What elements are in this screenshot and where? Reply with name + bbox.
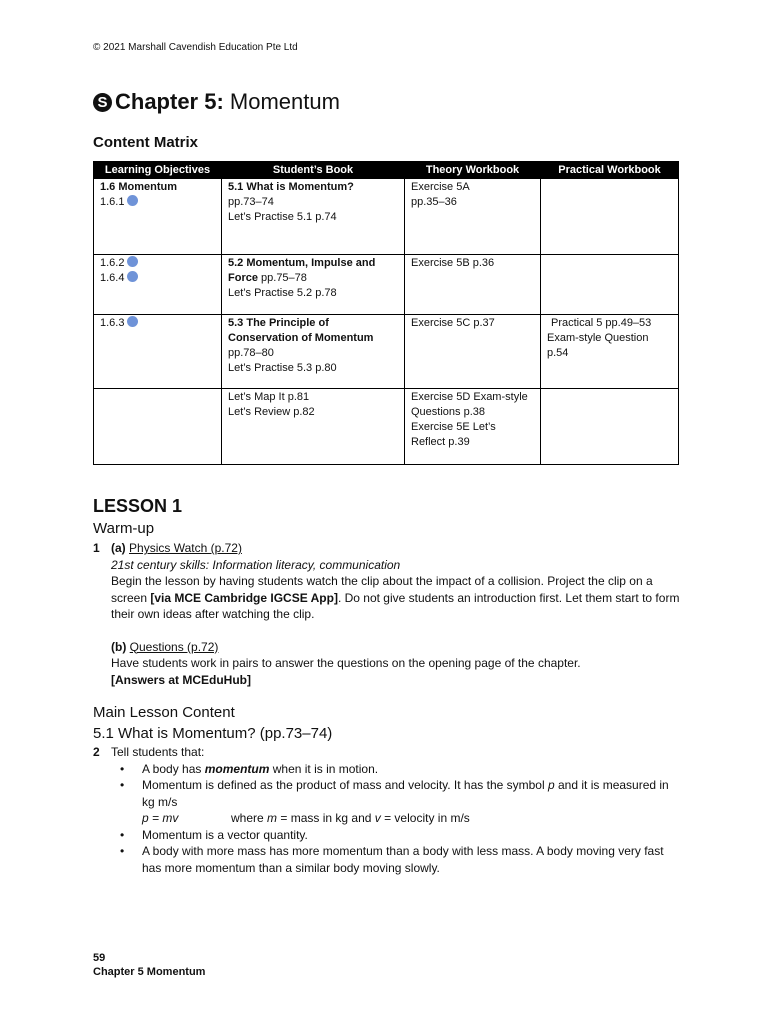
blue-dot-icon bbox=[127, 316, 138, 327]
students-book-cell bbox=[222, 315, 405, 389]
blue-dot-icon bbox=[127, 271, 138, 282]
objective-code: 1.6.1 bbox=[100, 196, 125, 208]
chapter-title bbox=[93, 89, 340, 115]
practical-workbook-cell bbox=[541, 389, 679, 465]
warmup-heading: Warm-up bbox=[93, 520, 155, 537]
questions-line bbox=[111, 639, 681, 656]
page-number: 59 bbox=[93, 952, 106, 964]
theory-workbook-cell bbox=[405, 315, 541, 389]
chapter-logo-icon: S bbox=[93, 93, 112, 112]
practical-workbook-cell bbox=[541, 255, 679, 315]
section-title: Force bbox=[228, 272, 258, 284]
objective-code: 1.6.3 bbox=[100, 317, 125, 329]
list-item: • A body has momentum when it is in motion. bbox=[120, 761, 379, 776]
footer-chapter-label: Chapter 5 Momentum bbox=[93, 966, 206, 978]
theory-workbook-cell bbox=[405, 255, 541, 315]
section-title: 5.2 Momentum, Impulse and bbox=[228, 257, 376, 269]
objectives-cell bbox=[94, 389, 222, 465]
practical-workbook-cell bbox=[541, 315, 679, 389]
app-reference: [via MCE Cambridge IGCSE App] bbox=[150, 590, 338, 605]
book-pages: pp.73–74 bbox=[228, 196, 274, 208]
book-pages: pp.78–80 bbox=[228, 347, 274, 359]
table-row bbox=[94, 389, 679, 465]
skills-line: 21st century skills: Information literacy, communication bbox=[111, 557, 401, 572]
questions-link[interactable]: Questions (p.72) bbox=[129, 639, 219, 654]
objectives-cell bbox=[94, 315, 222, 389]
theory-workbook-cell bbox=[405, 389, 541, 465]
column-header-practical-workbook: Practical Workbook bbox=[541, 162, 679, 179]
item-number: 1 bbox=[93, 541, 100, 555]
theory-entry: Questions p.38 bbox=[411, 406, 485, 418]
theory-entry: Exercise 5C p.37 bbox=[411, 317, 495, 329]
momentum-term: momentum bbox=[204, 761, 270, 776]
list-item: • Momentum is a vector quantity. bbox=[120, 827, 308, 842]
main-lesson-heading: Main Lesson Content bbox=[93, 704, 235, 721]
part-b-label: (b) bbox=[111, 639, 127, 654]
book-practise: Let’s Practise 5.3 p.80 bbox=[228, 362, 337, 374]
theory-entry: Reflect p.39 bbox=[411, 436, 470, 448]
lesson-heading: LESSON 1 bbox=[93, 496, 183, 516]
section-title: 5.1 What is Momentum? bbox=[228, 181, 354, 193]
warmup-item bbox=[111, 540, 681, 688]
item-number: 2 bbox=[93, 745, 100, 759]
practical-entry: Exam-style Question bbox=[547, 332, 649, 344]
practical-entry: p.54 bbox=[547, 347, 569, 359]
students-book-cell bbox=[222, 255, 405, 315]
theory-entry: Exercise 5B p.36 bbox=[411, 257, 495, 269]
objective-code: 1.6.4 bbox=[100, 272, 125, 284]
list-item: • Momentum is defined as the product of mass and velocity. It has the symbol p and it is measured in kg m/s p = mv where m = mass in kg and v = velocity in m/s bbox=[120, 778, 669, 825]
objective-code: 1.6.2 bbox=[100, 257, 125, 269]
section-title: 5.3 The Principle of bbox=[228, 317, 329, 329]
students-book-cell bbox=[222, 179, 405, 255]
objective-title: 1.6 Momentum bbox=[100, 181, 178, 193]
physics-watch-line bbox=[111, 540, 681, 557]
table-header-row bbox=[94, 162, 679, 179]
column-header-theory-workbook: Theory Workbook bbox=[405, 162, 541, 179]
book-map: Let’s Map It p.81 bbox=[228, 391, 310, 403]
blue-dot-icon bbox=[127, 195, 138, 206]
book-practise: Let’s Practise 5.2 p.78 bbox=[228, 287, 337, 299]
content-matrix-table bbox=[93, 161, 679, 465]
section-heading: 5.1 What is Momentum? (pp.73–74) bbox=[93, 725, 333, 742]
table-row bbox=[94, 315, 679, 389]
theory-entry: Exercise 5D Exam-style bbox=[411, 391, 528, 403]
list-item: • A body with more mass has more momentum than a body with less mass. A body moving very fast has more momentum than a similar body moving slowly. bbox=[120, 844, 664, 875]
chapter-name: Momentum bbox=[229, 89, 340, 114]
practical-entry: Practical 5 pp.49–53 bbox=[551, 317, 652, 329]
item-intro: Tell students that: bbox=[111, 745, 205, 759]
objectives-cell bbox=[94, 255, 222, 315]
pairs-paragraph: Have students work in pairs to answer the questions on the opening page of the chapter. bbox=[111, 656, 581, 670]
content-matrix-heading: Content Matrix bbox=[93, 134, 198, 151]
momentum-bullet-list bbox=[111, 761, 681, 877]
theory-entry: Exercise 5A bbox=[411, 181, 470, 193]
part-a-label: (a) bbox=[111, 541, 126, 555]
book-pages: pp.75–78 bbox=[257, 272, 307, 284]
momentum-item bbox=[111, 744, 681, 876]
theory-entry: Exercise 5E Let’s bbox=[411, 421, 496, 433]
students-book-cell bbox=[222, 389, 405, 465]
table-row bbox=[94, 179, 679, 255]
answers-note: [Answers at MCEduHub] bbox=[111, 672, 252, 687]
practical-workbook-cell bbox=[541, 179, 679, 255]
momentum-formula: p = mv bbox=[142, 811, 179, 825]
objectives-cell bbox=[94, 179, 222, 255]
book-practise: Let’s Practise 5.1 p.74 bbox=[228, 211, 337, 223]
table-row bbox=[94, 255, 679, 315]
copyright-notice: © 2021 Marshall Cavendish Education Pte Ltd bbox=[93, 42, 298, 53]
column-header-students-book: Student’s Book bbox=[222, 162, 405, 179]
blue-dot-icon bbox=[127, 256, 138, 267]
section-title: Conservation of Momentum bbox=[228, 332, 374, 344]
physics-watch-link[interactable]: Physics Watch (p.72) bbox=[129, 541, 242, 555]
theory-entry: pp.35–36 bbox=[411, 196, 457, 208]
column-header-objectives: Learning Objectives bbox=[94, 162, 222, 179]
warmup-paragraph: Begin the lesson by having students watch the clip about the impact of a collision. Project the clip on a screen [via MCE Cambridge IGCSE App]. Do not give students an introduction first. Let them start to form their own ideas after watching the clip. bbox=[111, 574, 680, 621]
chapter-number: Chapter 5: bbox=[115, 89, 224, 114]
book-review: Let’s Review p.82 bbox=[228, 406, 315, 418]
theory-workbook-cell bbox=[405, 179, 541, 255]
